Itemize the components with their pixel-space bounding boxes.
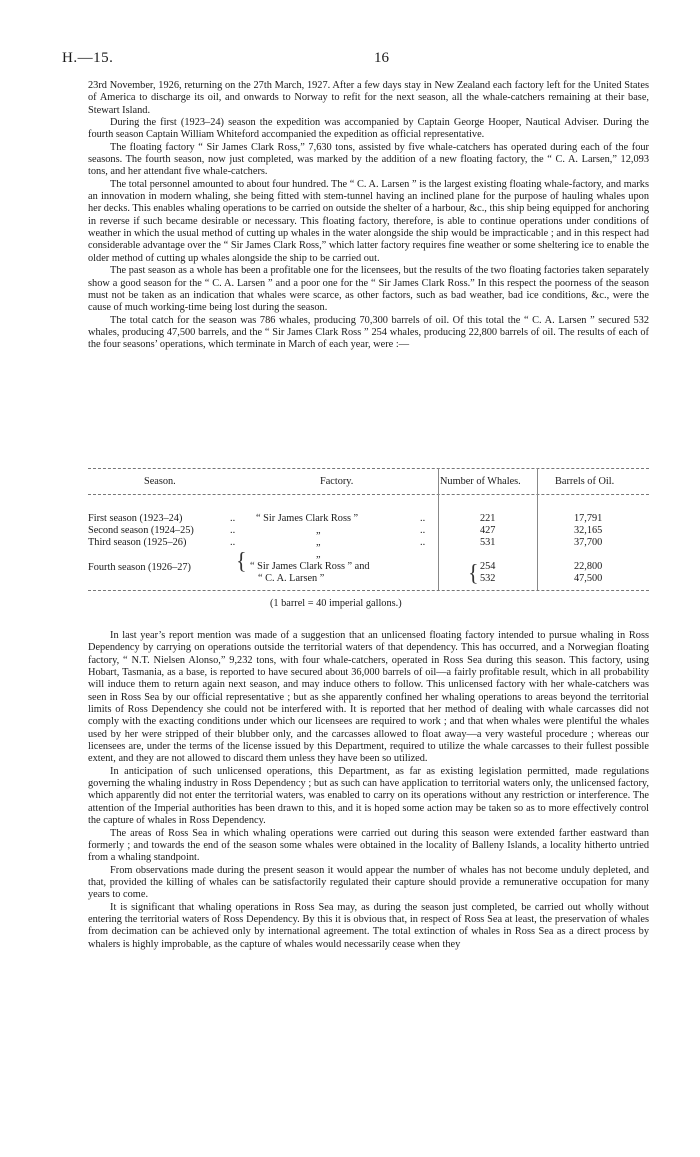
row-whales: 427 (480, 525, 496, 536)
header-whales: Number of Whales. (440, 476, 521, 487)
leader-dots: .. (230, 537, 236, 548)
row-season: First season (1923–24) (88, 513, 183, 524)
paragraph: 23rd November, 1926, returning on the 27th March, 1927. After a few days stay in New Zealand each factory left for the United States of America to discharge its oil, and onwards to Norway to refit for the next season, all the whale-catchers remaining at their base, Stewart Island. (88, 80, 649, 116)
ditto-mark: „ (316, 537, 321, 548)
leader-dots: .. (230, 513, 236, 524)
row-whales: 254 (480, 561, 496, 572)
row-season: Fourth season (1926–27) (88, 562, 191, 573)
report-reference: H.—15. (62, 50, 114, 66)
paragraph: The total catch for the season was 786 whales, producing 70,300 barrels of oil. Of this total the “ C. A. Larsen ” secured 532 whales, producing 47,500 barrels, and the “ Sir James Clark Ross ” 254 whales, producing 22,800 barrels of oil. The results of each of the four seasons’ operations, which terminate in March of each year, were :— (88, 314, 649, 351)
table-header-rule (88, 494, 649, 495)
paragraph: From observations made during the present season it would appear the number of whales has not become unduly depleted, and that, provided the killing of whales can be satisfactorily regulated their capture should provide a remunerative occupation for many years to come. (88, 864, 649, 901)
header-season: Season. (144, 476, 176, 487)
column-divider (537, 468, 538, 590)
row-oil: 17,791 (574, 513, 603, 524)
row-factory: “ C. A. Larsen ” (258, 573, 325, 584)
header-oil: Barrels of Oil. (555, 476, 615, 487)
paragraph: In anticipation of such unlicensed operations, this Department, as far as existing legislation permitted, made regulations governing the whaling industry in Ross Dependency ; but as such can have application to territorial waters only, the unlicensed factory, which apparently did not enter the territorial waters, was enabled to carry on its operations without any restriction or interference. The attention of the Imperial authorities has been drawn to this, and it is hoped some action may be taken so as to more effectively control the capture of whales in Ross Dependency. (88, 765, 649, 827)
paragraph: The total personnel amounted to about four hundred. The “ C. A. Larsen ” is the largest existing floating whale-factory, and marks an innovation in modern whaling, she being fitted with stem-tunnel having an inclined plane for the purpose of hauling whales upon her decks. This enables whaling operations to be carried on outside the shelter of a harbour, &c., this ship being equipped for anchoring in reverse if such became desirable or necessary. This floating factory, therefore, is able to continue operations under conditions of weather in which the usual method of cutting up whales in the water alongside the ship would be impracticable ; and in this respect had considerable advantage over the “ Sir James Clark Ross,” which latter factory requires fine weather or some sheltering ice to enable the older method of cutting up whales alongside the ship to be carried out. (88, 178, 649, 264)
paragraph: During the first (1923–24) season the expedition was accompanied by Captain George Hooper, Nautical Adviser. During the fourth season Captain William Whiteford accompanied the expedition as official representative. (88, 117, 649, 141)
row-whales: 221 (480, 513, 496, 524)
row-factory: “ Sir James Clark Ross ” and (250, 561, 370, 572)
leader-dots: .. (230, 525, 236, 536)
paragraph: The past season as a whole has been a profitable one for the licensees, but the results of the two floating factories taken separately show a good season for the “ C. A. Larsen ” and a poor one for the “ Sir James Clark Ross.” In this respect the poorness of the season must not be taken as an indication that whales were scarce, as other factors, such as bad weather, bad ice conditions, &c., were the cause of much working-time being lost during the season. (88, 265, 649, 314)
row-oil: 32,165 (574, 525, 603, 536)
page-header (62, 50, 642, 72)
left-brace: { (236, 547, 247, 574)
row-oil: 37,700 (574, 537, 603, 548)
body-text-top (88, 80, 649, 352)
ditto-mark: „ (316, 525, 321, 536)
leader-dots: .. (420, 513, 426, 524)
row-whales: 531 (480, 537, 496, 548)
row-season: Second season (1924–25) (88, 525, 194, 536)
leader-dots: .. (420, 525, 426, 536)
table-footnote: (1 barrel = 40 imperial gallons.) (270, 598, 402, 609)
page-number: 16 (374, 50, 389, 66)
left-brace: { (468, 559, 479, 586)
table-bottom-rule (88, 590, 649, 591)
column-divider (438, 468, 439, 590)
table-top-rule (88, 468, 649, 469)
paragraph: The floating factory “ Sir James Clark Ross,” 7,630 tons, assisted by five whale-catchers has operated during each of the four seasons. The fourth season, now just completed, was marked by the addition of a new floating factory, the “ C. A. Larsen,” 12,093 tons, and her attendant five whale-catchers. (88, 141, 649, 178)
leader-dots: .. (420, 537, 426, 548)
paragraph: In last year’s report mention was made of a suggestion that an unlicensed floating factory intended to pursue whaling in Ross Dependency by carrying on operations outside the territorial waters of that dependency. This has occurred, and a Norwegian floating factory, “ N.T. Nielsen Alonso,” 9,232 tons, with four whale-catchers, operated in Ross Sea during this season. This factory, using Hobart, Tasmania, as a base, is reported to have secured about 36,000 barrels of oil—a fairly profitable result, which in all probability will induce them to return again next season, and may induce others to follow. This unlicensed factory with her whale-catchers was seen in Ross Sea by our official representative ; but as she apparently confined her whaling operations to areas beyond the territorial limits of Ross Dependency she could not be interfered with. It is reported that her method of dealing with whale carcasses did not comply with the exacting conditions under which our licensees are required to work ; and that when whales were plentiful the whales used by her were stripped of their blubber only, and the carcasses allowed to float away—a very wasteful procedure ; whereas our licensees are, under the terms of the license issued by this Department, required to utilize the whale carcasses to their fullest possible extent, and they are not allowed to discard them unless they have been so utilized. (88, 630, 649, 765)
row-oil: 22,800 (574, 561, 603, 572)
whaling-results-table (88, 468, 649, 616)
paragraph: The areas of Ross Sea in which whaling operations were carried out during this season were extended farther eastward than formerly ; and towards the end of the season some whales were obtained in the locality of Balleny Islands, a locality hitherto untried from a whaling standpoint. (88, 827, 649, 864)
row-season: Third season (1925–26) (88, 537, 187, 548)
paragraph: It is significant that whaling operations in Ross Sea may, as during the season just completed, be carried out wholly without entering the territorial waters of Ross Dependency. By this it is obvious that, in respect of Ross Sea at least, the preservation of whales from decimation can be achieved only by international agreement. The total extinction of whales in Ross Sea as a direct process by whalers is highly improbable, as the capture of whales would necessarily cease when they (88, 901, 649, 950)
body-text-bottom (88, 630, 649, 951)
row-oil: 47,500 (574, 573, 603, 584)
row-factory: “ Sir James Clark Ross ” (256, 513, 359, 524)
header-factory: Factory. (320, 476, 354, 487)
ditto-mark: „ (316, 549, 321, 560)
row-whales: 532 (480, 573, 496, 584)
